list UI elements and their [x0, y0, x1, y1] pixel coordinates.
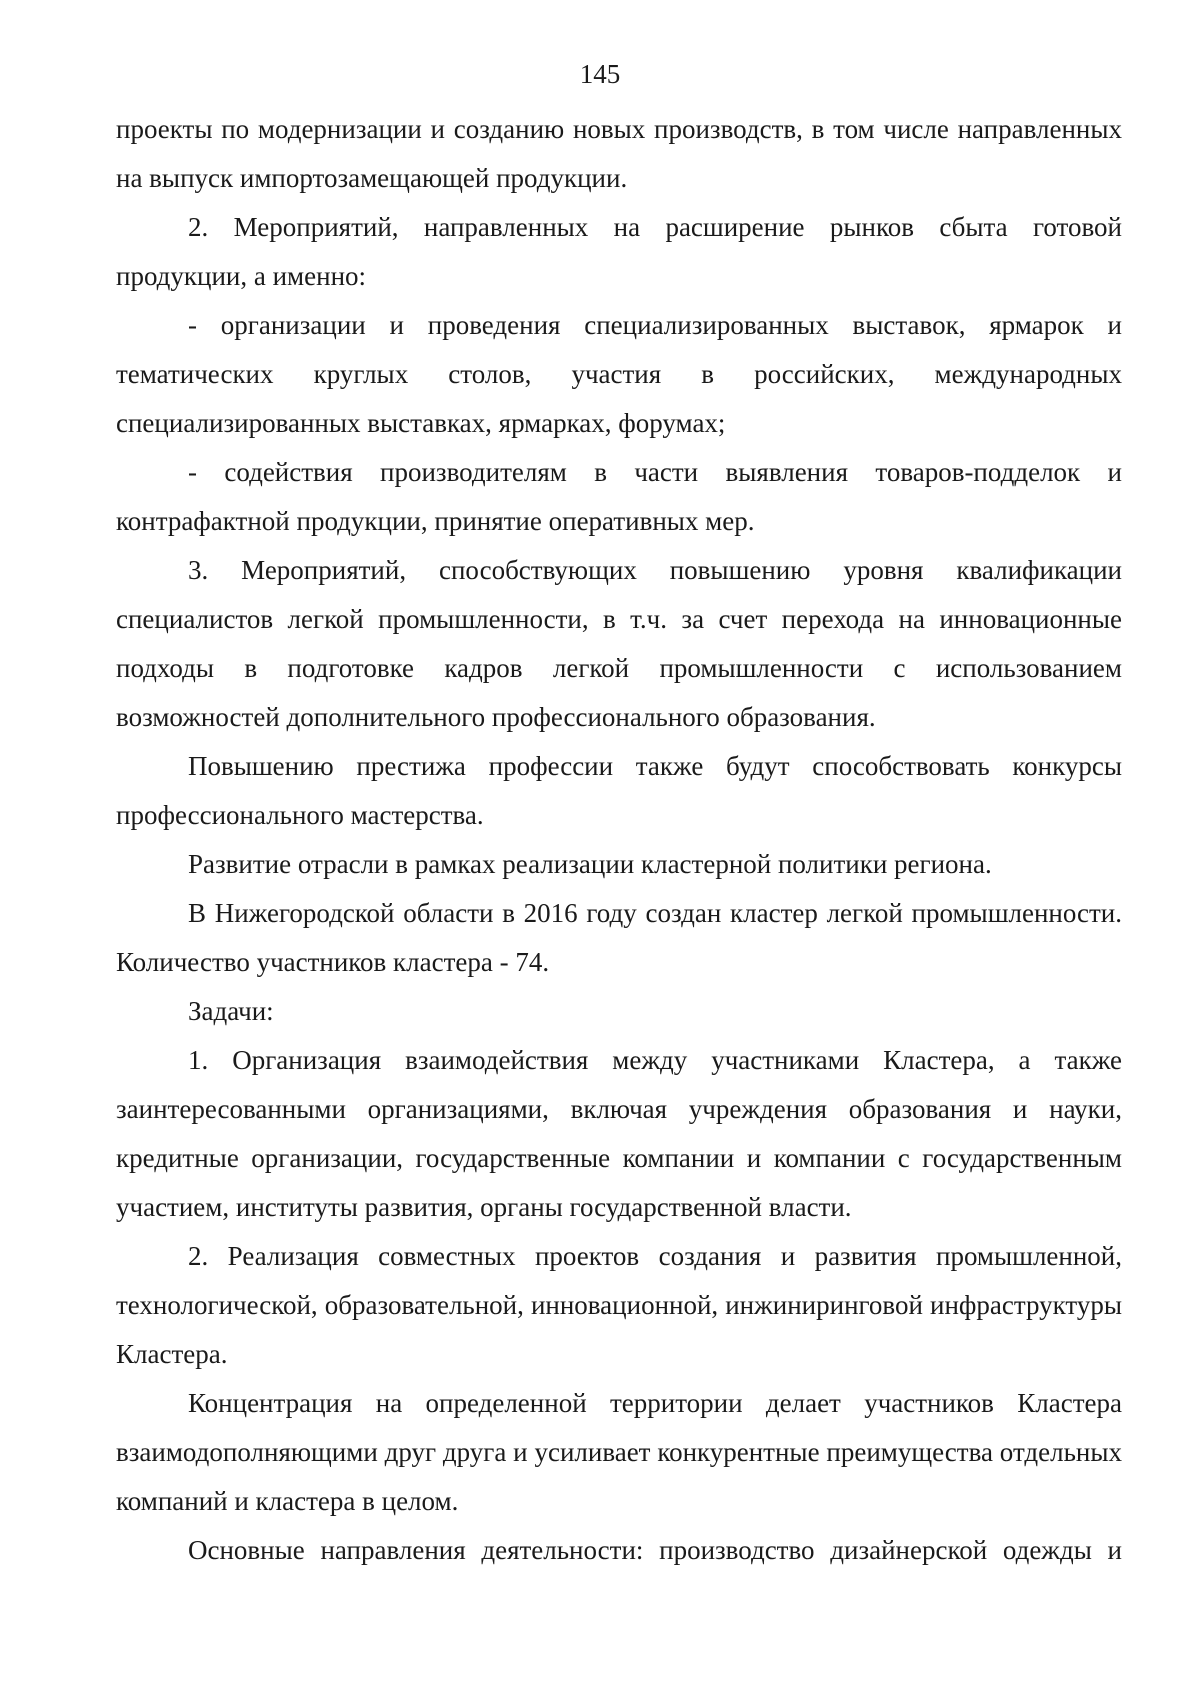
paragraph-12: Концентрация на определенной территории делает участников Кластера взаимодополняющими друг друга и усиливает конкурентные преимущества отдельных компаний и кластера в целом.: [116, 1388, 1122, 1516]
paragraph-5: 3. Мероприятий, способствующих повышению уровня квалификации специалистов легкой промышленности, в т.ч. за счет перехода на инновационные подходы в подготовке кадров легкой промышленности с использованием возможностей дополнительного профессионального образования.: [116, 555, 1122, 732]
document-body: [116, 105, 1122, 1575]
paragraph-3: - организации и проведения специализированных выставок, ярмарок и тематических круглых столов, участия в российских, международных специализированных выставках, ярмарках, форумах;: [116, 310, 1122, 438]
paragraph-10: 1. Организация взаимодействия между участниками Кластера, а также заинтересованными организациями, включая учреждения образования и науки, кредитные организации, государственные компании и компании с государственным участием, институты развития, органы государственной власти.: [116, 1045, 1122, 1222]
paragraph-11: 2. Реализация совместных проектов создания и развития промышленной, технологической, образовательной, инновационной, инжиниринговой инфраструктуры Кластера.: [116, 1241, 1122, 1369]
paragraph-4: - содействия производителям в части выявления товаров-подделок и контрафактной продукции, принятие оперативных мер.: [116, 457, 1122, 536]
paragraph-13: Основные направления деятельности: производство дизайнерской одежды и: [188, 1535, 1122, 1565]
paragraph-1: проекты по модернизации и созданию новых производств, в том числе направленных на выпуск импортозамещающей продукции.: [116, 114, 1122, 193]
paragraph-8: В Нижегородской области в 2016 году создан кластер легкой промышленности. Количество участников кластера - 74.: [116, 898, 1122, 977]
paragraph-2: 2. Мероприятий, направленных на расширение рынков сбыта готовой продукции, а именно:: [116, 212, 1122, 291]
paragraph-6: Повышению престижа профессии также будут способствовать конкурсы профессионального мастерства.: [116, 751, 1122, 830]
page-number: 145: [579, 59, 621, 89]
paragraph-7: Развитие отрасли в рамках реализации кластерной политики региона.: [188, 849, 992, 879]
paragraph-9: Задачи:: [188, 996, 274, 1026]
